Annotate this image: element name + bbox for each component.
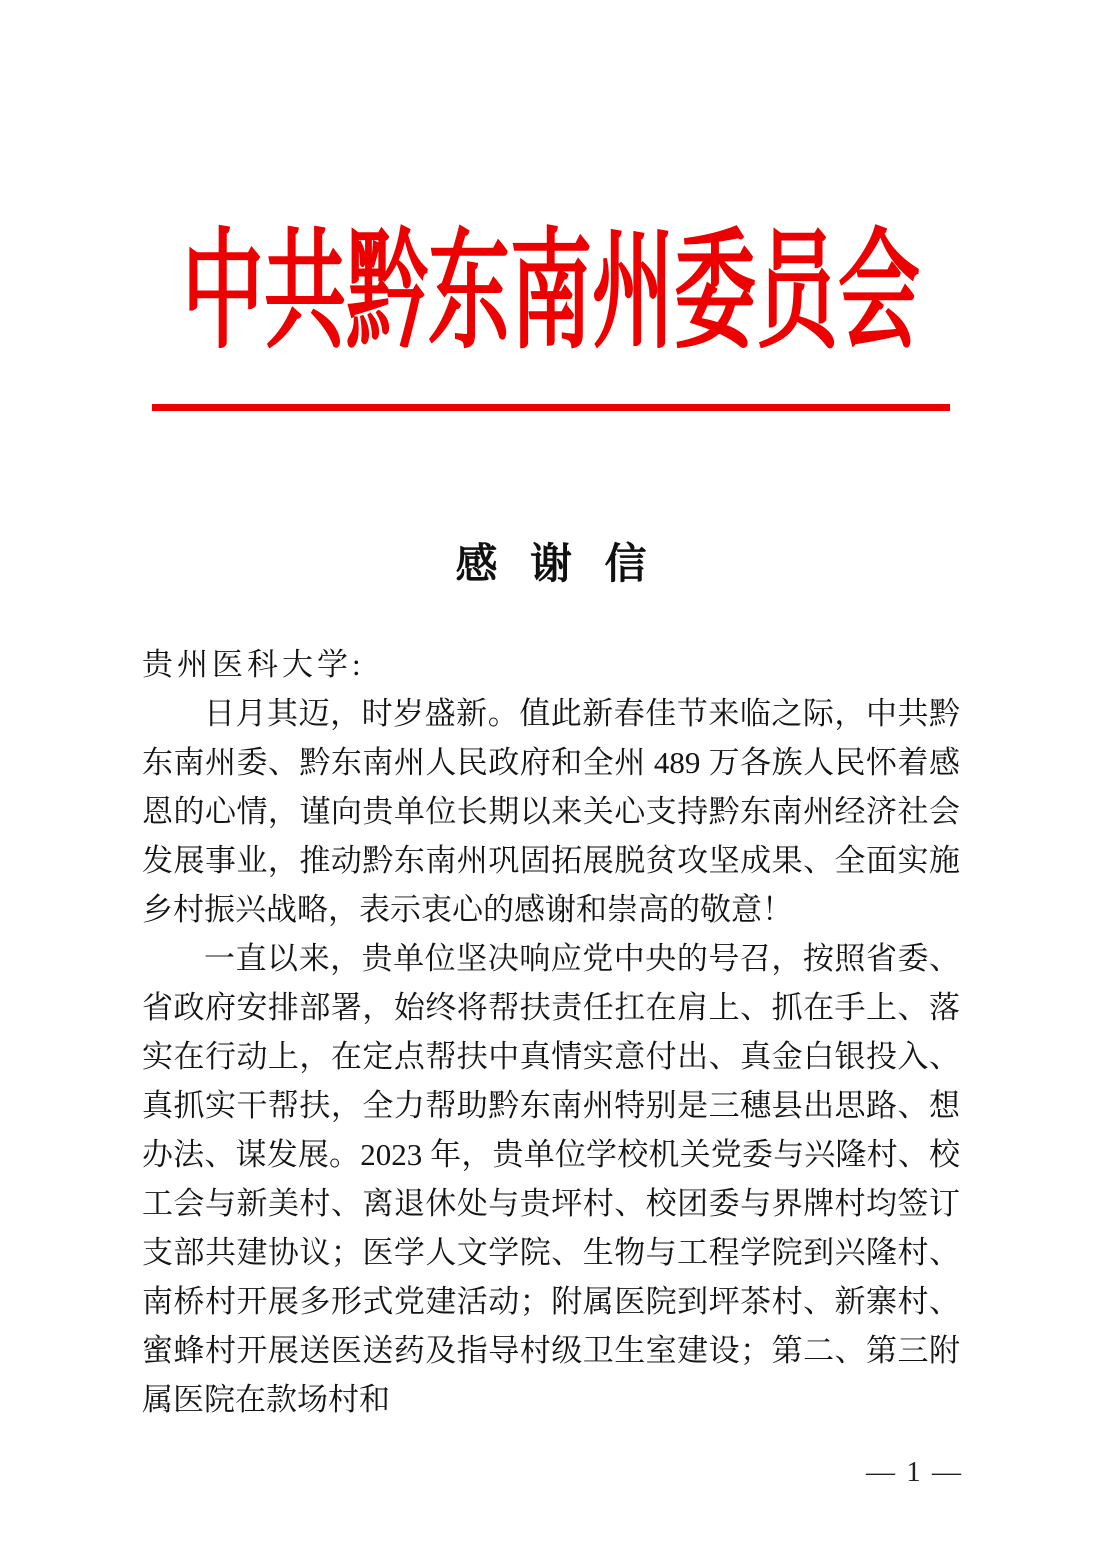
letterhead-divider-line (152, 404, 950, 411)
letter-paragraph-1: 日月其迈，时岁盛新。值此新春佳节来临之际，中共黔东南州委、黔东南州人民政府和全州 489 万各族人民怀着感恩的心情，谨向贵单位长期以来关心支持黔东南州经济社会发展事业，推动黔东南州巩固拓展脱贫攻坚成果、全面实施乡村振兴战略，表示衷心的感谢和崇高的敬意！ (142, 696, 960, 927)
letter-body (142, 640, 960, 1424)
letter-title: 感 谢 信 (455, 542, 647, 588)
page-number: — 1 — (866, 1456, 963, 1488)
letter-paragraph-2: 一直以来，贵单位坚决响应党中央的号召，按照省委、省政府安排部署，始终将帮扶责任扛在肩上、抓在手上、落实在行动上，在定点帮扶中真情实意付出、真金白银投入、真抓实干帮扶，全力帮助黔东南州特别是三穗县出思路、想办法、谋发展。2023 年，贵单位学校机关党委与兴隆村、校工会与新美村、离退休处与贵坪村、校团委与界牌村均签订支部共建协议；医学人文学院、生物与工程学院到兴隆村、南桥村开展多形式党建活动；附属医院到坪茶村、新寨村、蜜蜂村开展送医送药及指导村级卫生室建设；第二、第三附属医院在款场村和 (142, 941, 960, 1417)
letterhead-title: 中共黔东南州委员会 (182, 220, 920, 365)
salutation: 贵州医科大学: (142, 647, 365, 682)
